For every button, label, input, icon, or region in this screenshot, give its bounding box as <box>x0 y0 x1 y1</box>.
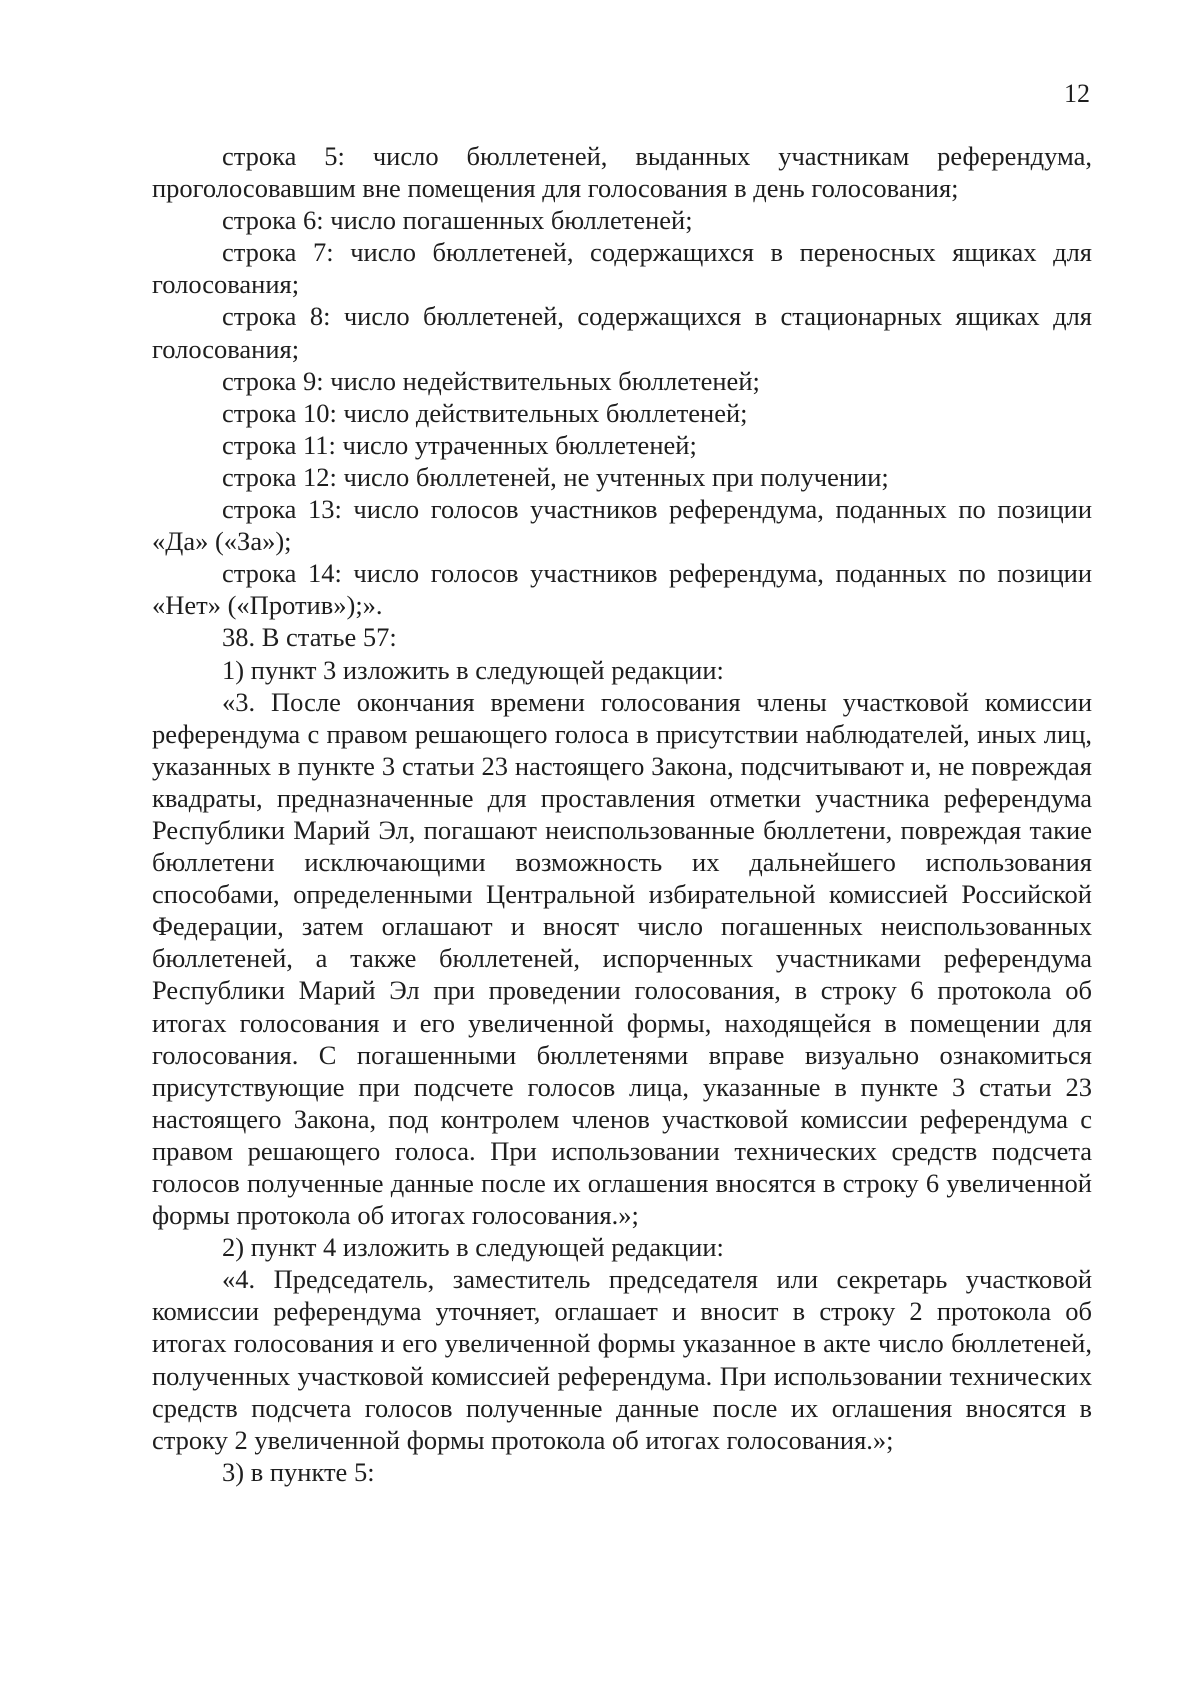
paragraph-line-8: строка 8: число бюллетеней, содержащихся в стационарных ящиках для голосования; <box>152 301 1092 364</box>
paragraph-line-6: строка 6: число погашенных бюллетеней; <box>222 205 693 236</box>
page-number: 12 <box>1064 79 1090 108</box>
paragraph-line-7: строка 7: число бюллетеней, содержащихся в переносных ящиках для голосования; <box>152 237 1092 300</box>
paragraph-item-2: 2) пункт 4 изложить в следующей редакции: <box>222 1232 724 1263</box>
paragraph-line-9: строка 9: число недействительных бюллетеней; <box>222 365 760 396</box>
paragraph-line-13: строка 13: число голосов участников референдума, поданных по позиции «Да» («За»); <box>152 494 1092 557</box>
document-body <box>152 140 1092 1488</box>
paragraph-line-10: строка 10: число действительных бюллетеней; <box>222 397 748 428</box>
paragraph-item-3: 3) в пункте 5: <box>222 1456 375 1487</box>
paragraph-article-57: 38. В статье 57: <box>222 622 397 653</box>
paragraph-line-14: строка 14: число голосов участников референдума, поданных по позиции «Нет» («Против»);». <box>152 558 1092 621</box>
paragraph-line-12: строка 12: число бюллетеней, не учтенных при получении; <box>222 461 889 492</box>
paragraph-item-1: 1) пункт 3 изложить в следующей редакции: <box>222 654 724 685</box>
paragraph-line-5: строка 5: число бюллетеней, выданных участникам референдума, проголосовавшим вне помещения для голосования в день голосования; <box>152 141 1092 204</box>
paragraph-line-11: строка 11: число утраченных бюллетеней; <box>222 429 697 460</box>
paragraph-clause-3: «3. После окончания времени голосования члены участковой комиссии референдума с правом решающего голоса в присутствии наблюдателей, иных лиц, указанных в пункте 3 статьи 23 настоящего Закона, подсчитывают и, не повреждая квадраты, предназначенные для проставления отметки участника референдума Республики Марий Эл, погашают неиспользованные бюллетени, повреждая такие бюллетени исключающими возможность их дальнейшего использования способами, определенными Центральной избирательной комиссией Российской Федерации, затем оглашают и вносят число погашенных неиспользованных бюллетеней, а также бюллетеней, испорченных участниками референдума Республики Марий Эл при проведении голосования, в строку 6 протокола об итогах голосования и его увеличенной формы, находящейся в помещении для голосования. С погашенными бюллетенями вправе визуально ознакомиться присутствующие при подсчете голосов лица, указанные в пункте 3 статьи 23 настоящего Закона, под контролем членов участковой комиссии референдума с правом решающего голоса. При использовании технических средств подсчета голосов полученные данные после их оглашения вносятся в строку 6 увеличенной формы протокола об итогах голосования.»; <box>152 686 1092 1231</box>
paragraph-clause-4: «4. Председатель, заместитель председателя или секретарь участковой комиссии референдума уточняет, оглашает и вносит в строку 2 протокола об итогах голосования и его увеличенной формы указанное в акте число бюллетеней, полученных участковой комиссией референдума. При использовании технических средств подсчета голосов полученные данные после их оглашения вносятся в строку 2 увеличенной формы протокола об итогах голосования.»; <box>152 1264 1092 1455</box>
